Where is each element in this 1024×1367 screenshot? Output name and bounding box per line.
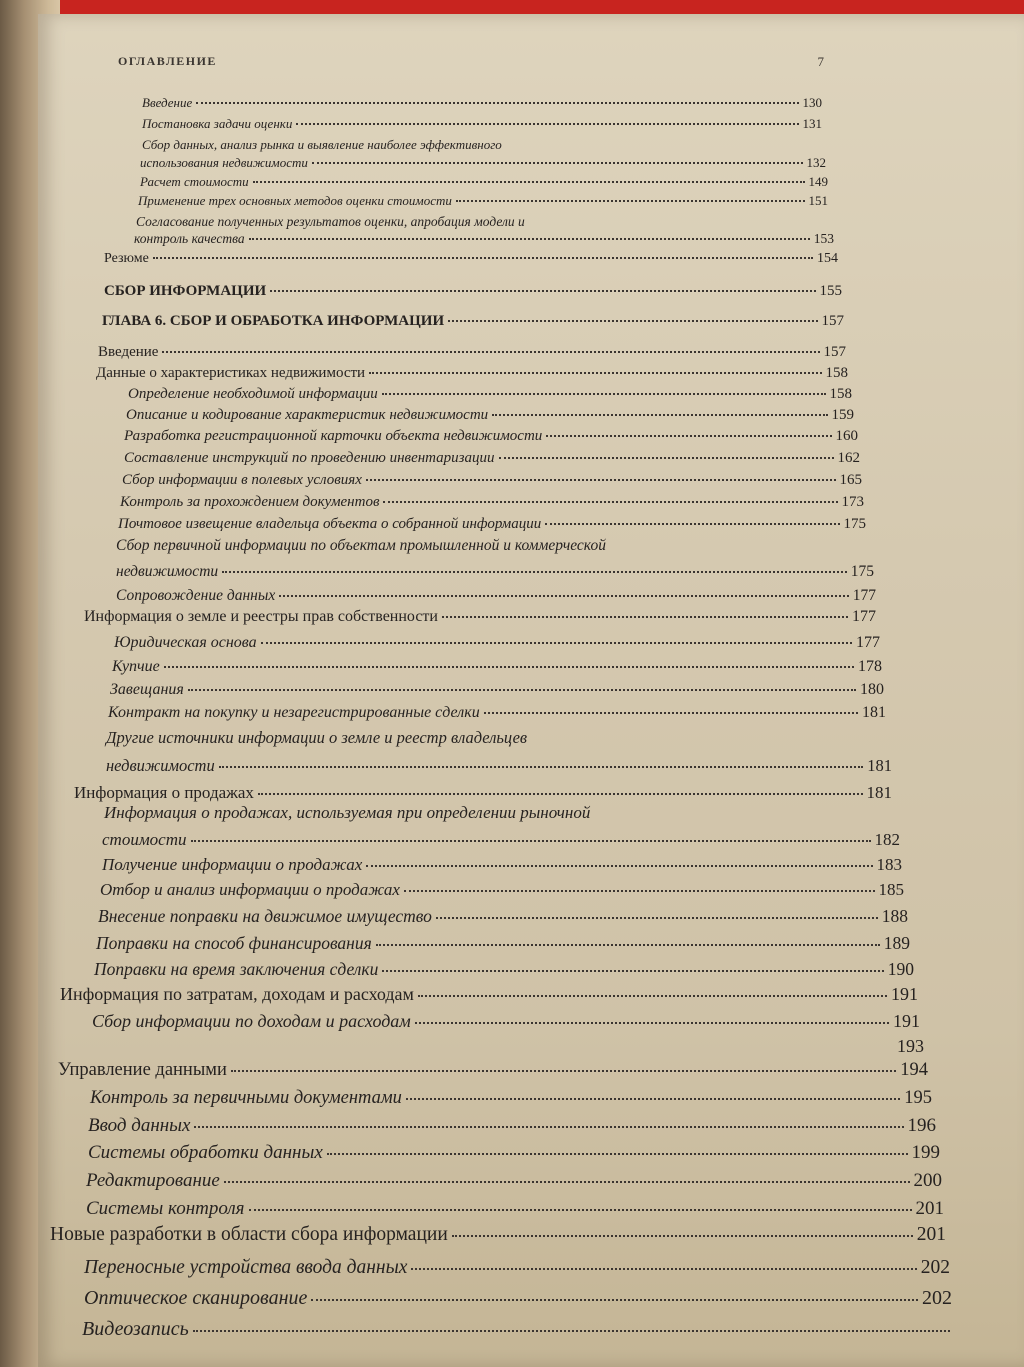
toc-entry-continuation: Согласование полученных результатов оценки, апробация модели и [136,214,525,229]
toc-entry [86,1198,944,1220]
toc-entry-title: недвижимости [116,563,219,580]
toc-entry-page: 153 [813,231,834,246]
dot-leader [231,1070,896,1072]
toc-entry-page: 165 [839,472,862,488]
dot-leader [296,123,798,125]
toc-entry-page: 190 [887,959,914,979]
toc-entry-page: 196 [907,1115,936,1136]
toc-entry-page: 177 [852,587,876,604]
dot-leader [153,257,813,259]
toc-entry [118,516,866,533]
dot-leader [194,1126,903,1128]
dot-leader [327,1153,908,1155]
toc-entry-page: 149 [808,174,828,189]
page-number: 7 [817,54,824,69]
toc-entry [140,174,828,190]
toc-entry-title: СБОР ИНФОРМАЦИИ [104,283,267,299]
toc-entry [96,933,910,954]
toc-entry [84,1287,952,1310]
toc-entry [88,1142,940,1164]
dot-leader [162,351,819,353]
toc-entry-title: Отбор и анализ информации о продажах [100,880,400,899]
toc-entry-title: Завещания [110,681,184,698]
toc-entry [122,472,862,489]
dot-leader [366,479,836,481]
toc-entry [124,428,858,445]
toc-entry [116,563,874,581]
dot-leader [418,995,887,997]
toc-entry [140,155,826,171]
dot-leader [452,1235,913,1237]
toc-entry-page: 154 [817,251,838,266]
toc-entry [94,959,914,980]
toc-entry-title: Поправки на время заключения сделки [94,959,379,979]
dot-leader [224,1181,910,1183]
toc-entry [58,1060,928,1081]
toc-entry-title: Введение [98,344,159,360]
toc-entry-page: 181 [862,704,886,721]
dot-leader [249,1209,912,1211]
running-header-title: ОГЛАВЛЕНИЕ [118,54,217,68]
toc-entry-page: 202 [920,1257,950,1278]
toc-entry [114,634,880,652]
toc-entry-title: Управление данными [58,1060,227,1080]
toc-entry-title: стоимости [102,830,187,849]
dot-leader [382,393,826,395]
dot-leader [193,1330,950,1332]
toc-entry-page: 194 [900,1060,928,1080]
dot-leader [253,181,805,183]
dot-leader [382,970,883,972]
toc-entry-title: Получение информации о продажах [102,855,363,874]
toc-entry-page: 188 [881,906,908,926]
toc-entry-title: Контроль за прохождением документов [120,494,380,510]
dot-leader [369,372,821,374]
dot-leader [546,435,831,437]
toc-entry-page: 160 [835,428,858,444]
toc-entry-title: Расчет стоимости [140,174,249,189]
toc-entry-title: ГЛАВА 6. СБОР И ОБРАБОТКА ИНФОРМАЦИИ [102,313,445,329]
toc-entry-continuation: Сбор данных, анализ рынка и выявление наиболее эффективного [142,137,502,152]
toc-entry-page: 191 [893,1011,920,1031]
toc-entry [138,193,828,209]
toc-entry-title: Разработка регистрационной карточки объекта недвижимости [124,428,543,444]
dot-leader [279,595,849,597]
toc-entry-page: 193 [897,1036,924,1056]
toc-part-heading [104,283,842,300]
toc-entry-title: Новые разработки в области сбора информации [50,1224,448,1245]
toc-entry-page: 155 [819,283,842,299]
toc-chapter-heading [102,313,844,330]
toc-entry [124,450,860,467]
toc-entry [82,1318,954,1341]
toc-entry [142,95,822,111]
toc-entry-continuation: Другие источники информации о земле и реестр владельцев [106,728,528,747]
toc-entry [134,231,834,247]
toc-entry [108,704,886,722]
dot-leader [312,162,803,164]
toc-entry-page: 200 [913,1170,942,1191]
dot-leader [499,457,834,459]
toc-entry-page: 191 [891,984,918,1004]
toc-entry-title: Поправки на способ финансирования [96,933,372,953]
toc-entry-page: 130 [802,95,822,110]
toc-entry-title: Купчие [112,658,160,675]
toc-entry-title: Данные о характеристиках недвижимости [96,365,366,381]
toc-entry [112,658,882,676]
dot-leader [442,616,848,618]
toc-entry-page: 177 [856,634,880,651]
dot-leader [196,102,798,104]
toc-entry-title: Сбор информации в полевых условиях [122,472,362,488]
toc-entry-title: Сопровождение данных [116,587,276,604]
toc-entry-title: Редактирование [86,1170,220,1191]
dot-leader [404,890,875,892]
toc-entry [110,681,884,699]
toc-entry [100,880,904,900]
toc-entry [92,1011,920,1032]
toc-entry-page: 185 [878,880,904,899]
toc-entry-title: Внесение поправки на движимое имущество [98,906,432,926]
toc-entry [126,407,854,424]
dot-leader [96,1047,893,1049]
toc-entry [88,1115,936,1137]
toc-entry-title: Составление инструкций по проведению инвентаризации [124,450,495,466]
toc-entry-title: Введение [142,95,193,110]
dot-leader [188,689,856,691]
toc-entry-page: 175 [850,563,874,580]
dot-leader [415,1022,889,1024]
toc-entry-page: 181 [867,756,892,775]
toc-entry-title: Сбор информации по доходам и расходам [92,1011,411,1031]
dot-leader [311,1299,918,1301]
dot-leader [411,1268,916,1270]
toc-entry-page: 158 [825,365,848,381]
toc-entry [92,1036,924,1057]
dot-leader [219,766,864,768]
toc-entry-title: Переносные устройства ввода данных [84,1257,408,1278]
toc-entry-continuation: Сбор первичной информации по объектам промышленной и коммерческой [116,537,606,554]
toc-entry [142,116,822,132]
toc-entry-page: 151 [808,193,828,208]
dot-leader [258,793,863,795]
toc-entry-title: Оптическое сканирование [84,1287,308,1309]
toc-entry-page: 157 [821,313,844,329]
toc-entry-title: Системы контроля [86,1198,245,1219]
toc-entry [106,756,892,776]
dot-leader [249,238,810,240]
dot-leader [376,944,880,946]
toc-entry-page: 159 [831,407,854,423]
toc-entry [116,587,876,605]
toc-entry-title: недвижимости [106,756,215,775]
toc-entry [90,1088,932,1109]
dot-leader [383,501,837,503]
toc-entry-page: 182 [874,830,900,849]
toc-entry [104,251,838,267]
toc-entry-page: 157 [823,344,846,360]
toc-entry [50,1224,946,1246]
toc-entry-page: 195 [904,1088,932,1108]
toc-entry-page: 158 [829,386,852,402]
dot-leader [545,523,839,525]
dot-leader [164,666,854,668]
toc-entry [96,365,848,382]
dot-leader [366,865,872,867]
toc-entry [128,386,852,403]
toc-entry-title: Видеозапись [82,1318,189,1340]
toc-entry-page: 201 [916,1224,946,1245]
dot-leader [448,320,817,322]
toc-entry [98,344,846,361]
toc-entry-title: Резюме [104,251,149,266]
dot-leader [484,712,858,714]
toc-entry-continuation: Информация о продажах, используемая при определении рыночной [104,803,591,822]
dot-leader [456,200,805,202]
toc-entry-title: Применение трех основных методов оценки стоимости [138,193,452,208]
toc-entry [86,1170,942,1192]
toc-entry-title: Определение необходимой информации [128,386,378,402]
toc-entry-page: 199 [911,1142,940,1163]
toc-entry-title: Ввод данных [88,1115,191,1136]
toc-entry-page: 132 [806,155,826,170]
toc-entry-title: Юридическая основа [114,634,257,651]
toc-entry-title: Системы обработки данных [88,1142,323,1163]
toc-entry-page: 181 [866,783,892,802]
toc-entry-page: 201 [915,1198,944,1219]
toc-entry-page: 183 [876,855,902,874]
toc-entry-page: 131 [802,116,822,131]
toc-entry [84,1257,950,1279]
dot-leader [492,414,827,416]
toc-entry [74,783,892,803]
dot-leader [270,290,815,292]
toc-entry [84,608,876,626]
toc-entry-title: Контроль за первичными документами [90,1088,402,1108]
toc-entry-title: Информация о продажах [74,783,254,802]
toc-entry-page: 175 [843,516,866,532]
toc-entry [120,494,864,511]
toc-entry-page: 180 [860,681,884,698]
toc-entry-title: Постановка задачи оценки [142,116,293,131]
toc-entry-page: 202 [922,1287,952,1309]
toc-entry-page: 189 [883,933,910,953]
toc-entry-title: Описание и кодирование характеристик недвижимости [126,407,489,423]
dot-leader [436,917,878,919]
toc-entry [98,906,908,927]
dot-leader [222,571,847,573]
dot-leader [191,840,871,842]
toc-entry-title: Информация о земле и реестры прав собственности [84,608,438,625]
toc-entry-title: использования недвижимости [140,155,308,170]
toc-entry-page: 162 [837,450,860,466]
toc-entry-page: 173 [841,494,864,510]
toc-entry [102,830,900,850]
dot-leader [406,1098,900,1100]
toc-entry-page: 177 [852,608,876,625]
toc-entry-page: 178 [858,658,882,675]
toc-entry [102,855,902,875]
toc-entry-title: Контракт на покупку и незарегистрированные сделки [108,704,480,721]
toc-entry [60,984,918,1005]
dot-leader [261,642,852,644]
toc-entry-title: Информация по затратам, доходам и расходам [60,984,414,1004]
toc-entry-title: контроль качества [134,231,245,246]
toc-entry-title: Почтовое извещение владельца объекта о собранной информации [118,516,542,532]
